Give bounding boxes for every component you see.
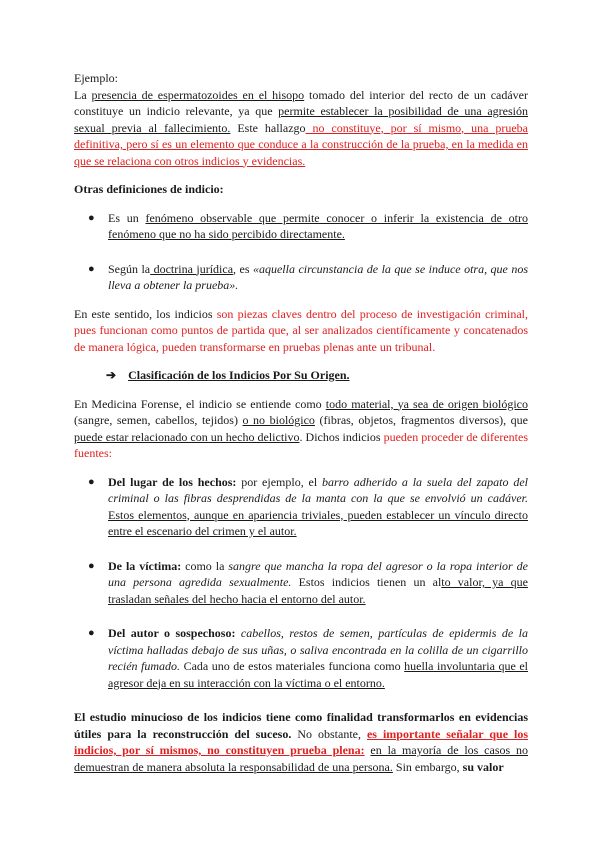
underlined-text: o no biológico	[242, 413, 315, 427]
underlined-text: todo material, ya sea de origen biológico	[325, 396, 528, 411]
item-title: Del autor o sospechoso:	[108, 626, 236, 640]
heading-text: Clasificación de los Indicios Por Su Origen.	[128, 368, 350, 382]
forensic-paragraph	[74, 396, 528, 462]
text-run: , es	[233, 261, 253, 276]
italic-quote: «aquella circunstancia de la que se induce otra, que nos lleva a obtener la prueba».	[108, 261, 529, 292]
list-item	[74, 474, 528, 540]
text-run: No obstante,	[291, 726, 367, 741]
underlined-text: to valor, ya que trasladan señales del hecho hacia el entorno del autor.	[108, 575, 529, 606]
text-run: (sangre, semen, cabellos, tejidos)	[74, 413, 243, 427]
text-run: En este sentido, los indicios	[74, 306, 217, 321]
arrow-icon: ➔	[106, 368, 117, 382]
text-run: Este hallazgo	[230, 120, 306, 135]
bullet-icon: ●	[88, 475, 95, 488]
example-paragraph	[74, 87, 528, 170]
bullet-icon: ●	[88, 211, 95, 224]
bold-text: su valor	[462, 759, 504, 774]
text-run: como la	[181, 558, 229, 573]
highlighted-text: no constituye, por sí mismo, una prueba definitiva, pero sí es un elemento que conduce a la construcción de la prueba, en la medida en que se relaciona con otros indicios y evidencias.	[74, 120, 528, 168]
italic-text: cabellos, restos de semen, partículas de epidermis de la víctima halladas debajo de sus uñas, o saliva encontrada en la colilla de un cigarrillo recién fumado.	[108, 626, 528, 673]
underlined-text: presencia de espermatozoides en el hisopo	[91, 87, 305, 102]
text-run: Sin embargo,	[392, 759, 463, 774]
item-title: Del lugar de los hechos:	[108, 474, 237, 489]
underlined-text: puede estar relacionado con un hecho delictivo	[74, 429, 300, 444]
definitions-list	[74, 210, 528, 294]
document-page	[74, 70, 528, 775]
text-run: En Medicina Forense, el indicio se entiende como	[74, 396, 326, 411]
underlined-text: fenómeno observable que permite conocer o inferir la existencia de otro fenómeno que no ha sido percibido directamente.	[108, 210, 528, 241]
italic-text: sangre que mancha la ropa del agresor o la ropa interior de una persona agredida sexualmente.	[108, 558, 528, 589]
list-item	[74, 210, 528, 243]
text-run: (fibras, objetos, fragmentos diversos), que	[314, 413, 528, 427]
text-run: Estos indicios tienen un al	[291, 575, 442, 589]
classification-heading	[74, 367, 528, 384]
list-item	[74, 261, 528, 294]
underlined-text: doctrina jurídica	[150, 261, 234, 276]
item-title: De la víctima:	[108, 558, 182, 573]
definitions-heading: Otras definiciones de indicio:	[74, 182, 224, 196]
text-run: . Dichos indicios	[299, 429, 384, 444]
bullet-icon: ●	[88, 262, 95, 275]
sense-paragraph	[74, 306, 528, 356]
example-label: Ejemplo:	[74, 71, 118, 85]
text-run: La	[74, 87, 92, 102]
highlighted-text: es importante señalar que los indicios, por sí mismos, no constituyen prueba plena:	[74, 726, 529, 757]
final-paragraph	[74, 709, 528, 775]
text-run: Es un	[108, 210, 146, 225]
text-run: por ejemplo, el	[236, 474, 323, 489]
text-run: tomado del interior del recto de un cadáver constituye un indicio relevante, ya que	[74, 87, 529, 118]
text-run: Según la	[108, 261, 151, 276]
underlined-text: Estos elementos, aunque en apariencia triviales, pueden establecer un vínculo directo entre el escenario del crimen y el autor.	[108, 507, 528, 538]
underlined-text: permite establecer la posibilidad de una agresión sexual previa al fallecimiento.	[74, 104, 528, 135]
list-item	[74, 558, 528, 608]
bullet-icon: ●	[88, 627, 95, 639]
sources-list	[74, 474, 528, 692]
text-run: Cada uno de estos materiales funciona como	[180, 659, 405, 673]
italic-text: barro adherido a la suela del zapato del criminal o las fibras desprendidas de la manta con la que se envolvió un cadáver.	[108, 474, 528, 505]
bold-text: El estudio minucioso de los indicios tiene como finalidad transformarlos en evidencias útiles para la reconstrucción del suceso.	[74, 710, 528, 741]
list-item	[74, 625, 528, 691]
underlined-text: huella involuntaria que el agresor deja en su interacción con la víctima o el entorno.	[108, 659, 528, 690]
underlined-text: en la mayoría de los casos no demuestran de manera absoluta la responsabilidad de una persona.	[74, 743, 528, 774]
highlighted-text: son piezas claves dentro del proceso de investigación criminal, pues funcionan como puntos de partida que, al ser analizados científicamente y concatenados de manera lógica, pueden transformarse en pruebas plenas ante un tribunal.	[74, 306, 528, 354]
highlighted-text: pueden proceder de diferentes fuentes:	[74, 429, 528, 460]
bullet-icon: ●	[88, 559, 95, 572]
